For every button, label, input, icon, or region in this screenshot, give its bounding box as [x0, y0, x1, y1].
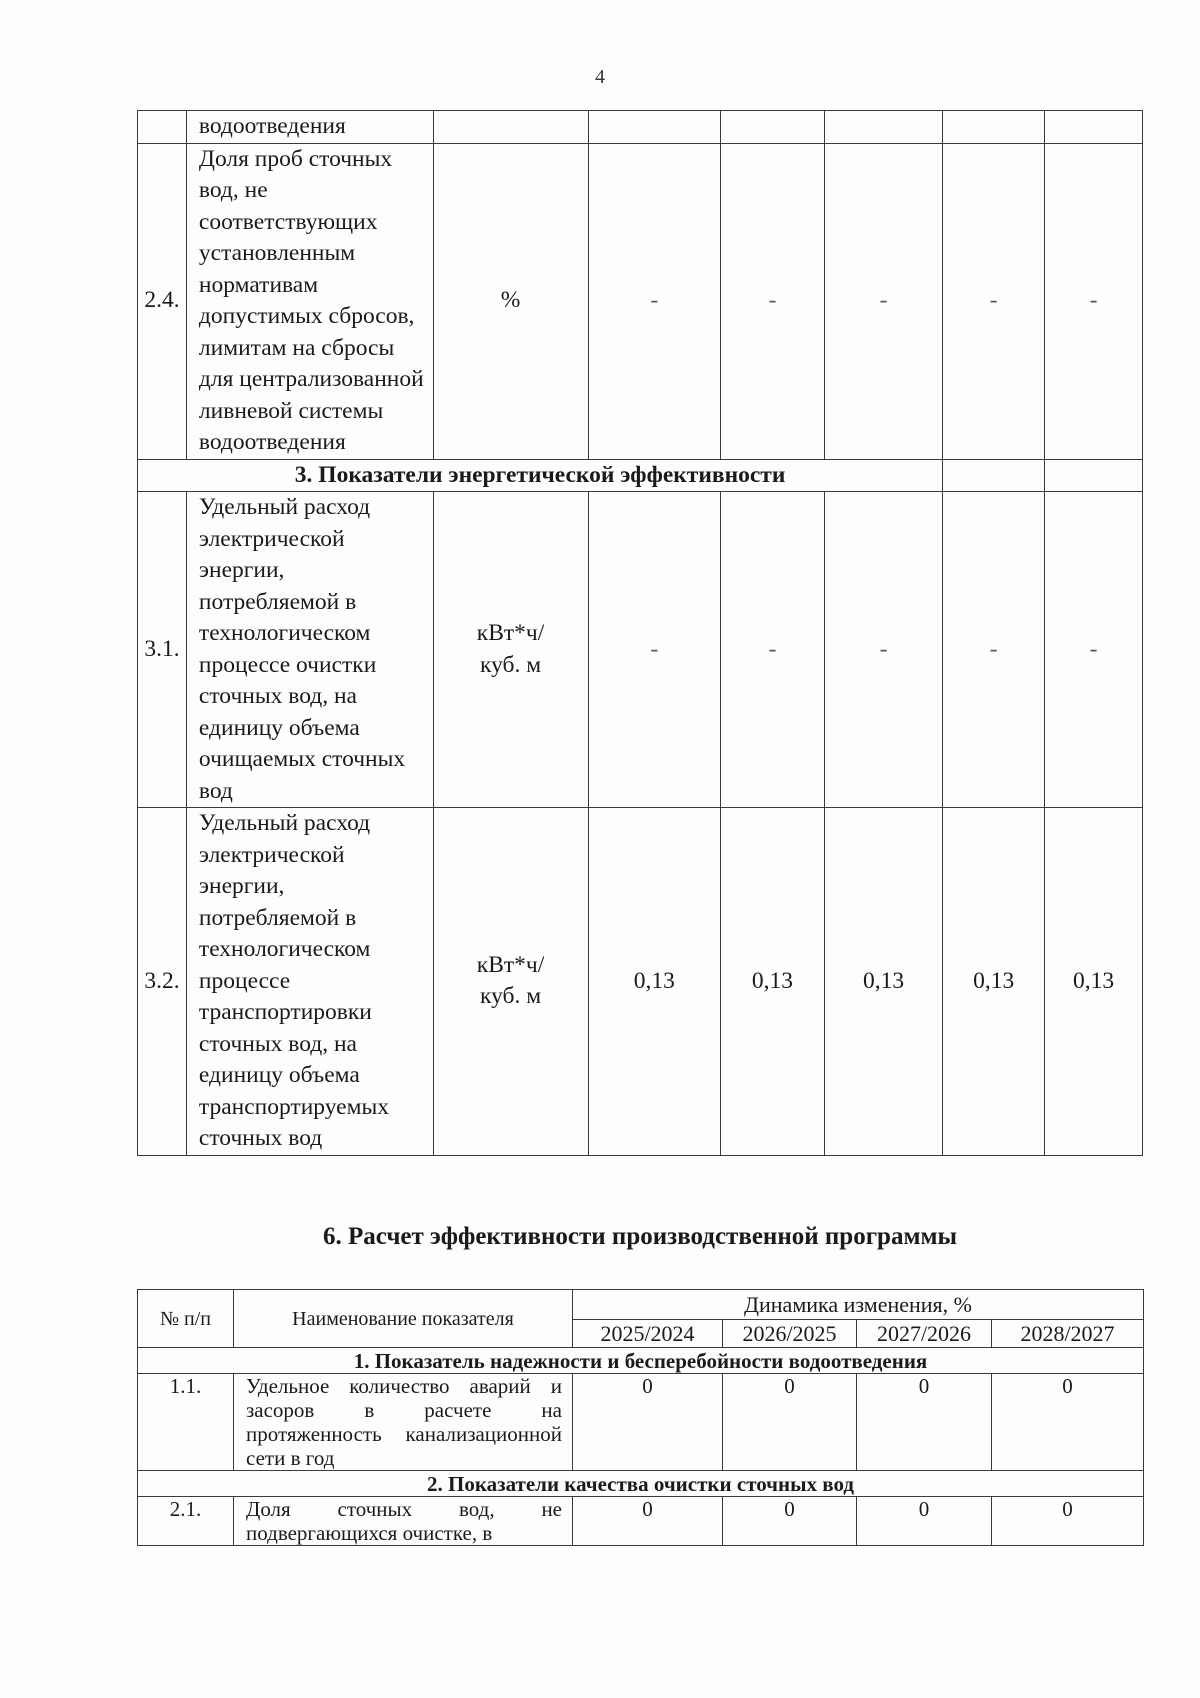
unit-cell	[433, 492, 588, 808]
page-number: 4	[595, 66, 605, 88]
value-cell: -	[1045, 492, 1143, 808]
indicator-name-cell: Удельный расход электрической энергии, потребляемой в технологическом процессе транспортировки сточных вод, на единицу объема транспортируемых сточных вод	[186, 808, 433, 1156]
row-number-cell: 2.1.	[138, 1497, 234, 1546]
indicator-name-cell: Удельный расход электрической энергии, потребляемой в технологическом процессе очистки сточных вод, на единицу объема очищаемых сточных вод	[186, 492, 433, 808]
value-cell: -	[943, 143, 1045, 459]
section-heading: 6. Расчет эффективности производственной программы	[322, 1223, 958, 1250]
section-title: 3. Показатели энергетической эффективности	[138, 459, 943, 492]
value-cell: 0,13	[588, 808, 721, 1156]
value-cell: -	[721, 492, 825, 808]
indicator-name-cell: Удельное количество аварий и засоров в расчете на протяженность канализационной сети в год	[234, 1374, 573, 1471]
table-row	[138, 492, 1143, 808]
value-cell: 0	[992, 1374, 1144, 1471]
value-cell: 0	[857, 1497, 992, 1546]
value-cell: 0	[992, 1497, 1144, 1546]
column-header-year: 2028/2027	[992, 1320, 1144, 1348]
row-number-cell: 1.1.	[138, 1374, 234, 1471]
value-cell: -	[588, 143, 721, 459]
column-header-year: 2026/2025	[723, 1320, 857, 1348]
unit-line: куб. м	[479, 983, 542, 1010]
value-cell: -	[1045, 143, 1143, 459]
section-row	[138, 1348, 1144, 1374]
value-cell	[943, 459, 1045, 492]
value-cell	[824, 111, 942, 144]
unit-line: куб. м	[479, 651, 542, 678]
value-cell: -	[588, 492, 721, 808]
table-row	[138, 808, 1143, 1156]
value-cell: -	[943, 492, 1045, 808]
row-number-cell: 3.2.	[138, 808, 187, 1156]
value-cell: -	[824, 492, 942, 808]
table-row	[138, 1374, 1144, 1471]
indicator-name-cell: Доля проб сточных вод, не соответствующих установленным нормативам допустимых сбросов, лимитам на сбросы для централизованной ливневой системы водоотведения	[186, 143, 433, 459]
value-cell	[588, 111, 721, 144]
unit-cell	[433, 808, 588, 1156]
unit-cell: %	[433, 143, 588, 459]
column-header-dynamics: Динамика изменения, %	[573, 1290, 1144, 1320]
row-number-cell: 2.4.	[138, 143, 187, 459]
row-number-cell: 3.1.	[138, 492, 187, 808]
value-cell: 0,13	[943, 808, 1045, 1156]
value-cell: 0	[723, 1497, 857, 1546]
column-header-number: № п/п	[138, 1290, 234, 1348]
value-cell: 0,13	[721, 808, 825, 1156]
section-row	[138, 459, 1143, 492]
value-cell	[1045, 111, 1143, 144]
column-header-year: 2027/2026	[857, 1320, 992, 1348]
value-cell: 0	[857, 1374, 992, 1471]
value-cell	[1045, 459, 1143, 492]
value-cell: -	[721, 143, 825, 459]
value-cell	[943, 111, 1045, 144]
indicator-name-cell: водоотведения	[186, 111, 433, 144]
table-row	[138, 143, 1143, 459]
indicator-name-cell: Доля сточных вод, не подвергающихся очистке, в	[234, 1497, 573, 1546]
value-cell: 0	[723, 1374, 857, 1471]
column-header-year: 2025/2024	[573, 1320, 723, 1348]
efficiency-table	[137, 1289, 1144, 1546]
section-title: 2. Показатели качества очистки сточных вод	[138, 1471, 1144, 1497]
header-row	[138, 1290, 1144, 1320]
section-row	[138, 1471, 1144, 1497]
column-header-name: Наименование показателя	[234, 1290, 573, 1348]
unit-cell	[433, 111, 588, 144]
value-cell	[721, 111, 825, 144]
table-row	[138, 111, 1143, 144]
indicators-table	[137, 110, 1143, 1156]
unit-line: кВт*ч/	[476, 620, 545, 646]
value-cell: 0	[573, 1374, 723, 1471]
section-title: 1. Показатель надежности и бесперебойности водоотведения	[138, 1348, 1144, 1374]
value-cell: 0	[573, 1497, 723, 1546]
unit-line: кВт*ч/	[476, 951, 545, 978]
row-number-cell	[138, 111, 187, 144]
value-cell: 0,13	[1045, 808, 1143, 1156]
table-row	[138, 1497, 1144, 1546]
value-cell: -	[824, 143, 942, 459]
value-cell: 0,13	[824, 808, 942, 1156]
